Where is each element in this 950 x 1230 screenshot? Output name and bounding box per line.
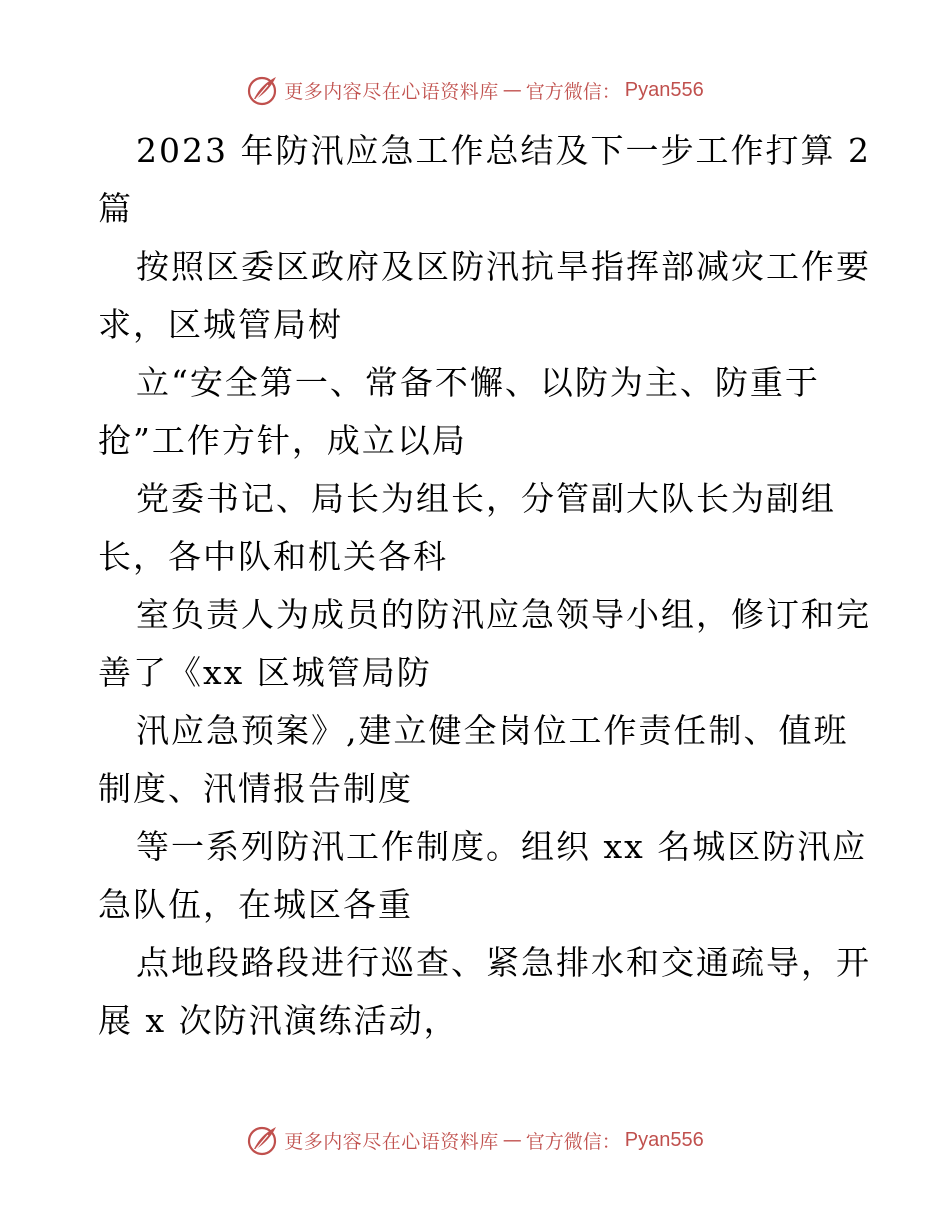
document-body xyxy=(98,122,871,1050)
paragraph-line: 按照区委区政府及区防汛抗旱指挥部减灾工作要 xyxy=(136,247,871,286)
paragraph-line: 汛应急预案》,建立健全岗位工作责任制、值班 xyxy=(136,711,849,750)
banner-wechat-label: 官方微信： xyxy=(525,80,621,103)
paragraph-line: 制度、汛情报告制度 xyxy=(98,769,413,808)
feather-pen-logo-icon xyxy=(246,73,280,107)
paragraph-line: 求，区城管局树 xyxy=(98,305,343,344)
paragraph-line: 长，各中队和机关各科 xyxy=(98,537,448,576)
footer-banner xyxy=(0,1120,950,1160)
banner-separator: — xyxy=(502,79,522,101)
paragraph-line: 室负责人为成员的防汛应急领导小组，修订和完 xyxy=(136,595,871,634)
paragraph-line: 点地段路段进行巡查、紧急排水和交通疏导，开 xyxy=(136,943,871,982)
paragraph-line: 党委书记、局长为组长，分管副大队长为副组 xyxy=(136,479,836,518)
paragraph-line: 善了《xx 区城管局防 xyxy=(98,653,432,692)
banner-wechat-id: Pyan556 xyxy=(624,1128,704,1151)
paragraph-line: 抢”工作方针，成立以局 xyxy=(98,421,467,460)
banner-wechat-id: Pyan556 xyxy=(624,78,704,101)
banner-wechat-label: 官方微信： xyxy=(525,1130,621,1153)
paragraph-line: 等一系列防汛工作制度。组织 xx 名城区防汛应 xyxy=(136,827,868,866)
feather-pen-logo-icon xyxy=(246,1123,280,1157)
banner-text: 更多内容尽在心语资料库 xyxy=(284,1130,499,1153)
document-title-line: 篇 xyxy=(98,189,133,228)
paragraph-line: 立“安全第一、常备不懈、以防为主、防重于 xyxy=(136,363,820,402)
document-title-line: 2023 年防汛应急工作总结及下一步工作打算 2 xyxy=(136,131,871,170)
header-banner xyxy=(0,70,950,110)
banner-separator: — xyxy=(502,1129,522,1151)
banner-text: 更多内容尽在心语资料库 xyxy=(284,80,499,103)
paragraph-line: 急队伍，在城区各重 xyxy=(98,885,413,924)
paragraph-line: 展 x 次防汛演练活动， xyxy=(98,1001,459,1040)
